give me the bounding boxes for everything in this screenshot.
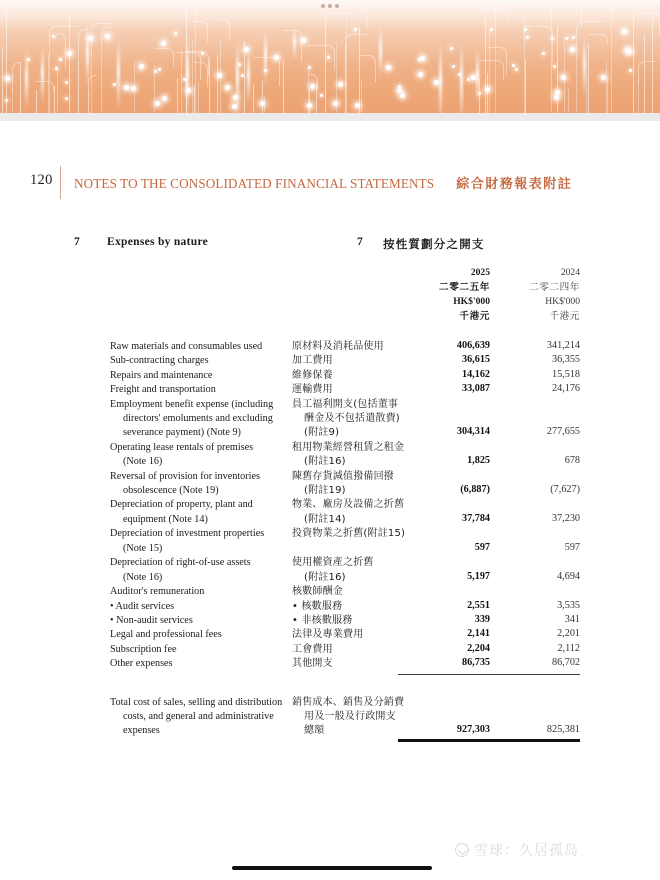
row-label-en-line: Legal and professional fees: [110, 629, 222, 641]
row-label-zh-line: 酬金及不包括遣散費): [304, 413, 400, 424]
row-label-en: [110, 398, 292, 441]
row-label-en-line: Operating lease rentals of premises: [110, 441, 254, 453]
row-label-zh-line: • 核數服務: [292, 600, 343, 612]
row-label-en-line: • Audit services: [110, 600, 175, 612]
row-label-zh-line: 加工費用: [292, 355, 333, 367]
row-label-en: [110, 556, 292, 585]
row-label-en-line: Employment benefit expense (including: [110, 398, 274, 410]
row-label-en: [110, 470, 292, 499]
row-value-2025: 14,162: [461, 368, 490, 380]
total-label-en-line: expenses: [123, 725, 160, 737]
row-value-2024: 2,201: [557, 628, 580, 640]
row-label-en: [110, 441, 292, 470]
row-label-en-line: Auditor's remuneration: [110, 586, 205, 598]
row-label-zh-line: (附註14): [304, 513, 346, 525]
row-label-en-line: Freight and transportation: [110, 384, 216, 396]
column-header-2024: [440, 266, 580, 324]
note-title-zh: 按性質劃分之開支: [383, 237, 485, 251]
row-label-en-line: Other expenses: [110, 658, 173, 670]
row-label-zh-line: 其他開支: [292, 658, 333, 670]
row-label-zh-line: 工會費用: [292, 643, 333, 655]
row-value-2025: 5,197: [467, 570, 490, 582]
row-label-zh-line: 維修保養: [292, 369, 333, 381]
row-label-en-line: Repairs and maintenance: [110, 369, 213, 381]
row-label-zh-line: 運輸費用: [292, 384, 333, 396]
more-options-icon[interactable]: [321, 4, 339, 8]
row-value-2025: 86,735: [461, 657, 490, 669]
row-value-2025: 339: [474, 614, 490, 625]
row-value-2024: 86,702: [551, 657, 580, 669]
xueqiu-logo-icon: [455, 843, 469, 857]
row-label-en-line: (Note 16): [123, 456, 163, 468]
row-label-en-line: Subscription fee: [110, 643, 177, 655]
row-label-zh-line: 核數師酬金: [292, 586, 343, 598]
row-label-en: [110, 657, 292, 671]
row-label-en: [110, 369, 292, 383]
row-label-zh-line: 使用權資產之折舊: [292, 557, 374, 569]
note-number-zh: 7: [357, 236, 363, 248]
row-value-2025: 2,141: [467, 628, 490, 640]
row-label-zh-line: 投資物業之折舊(附註15): [292, 528, 406, 540]
page-number: 120: [30, 172, 53, 188]
row-value-2025: 2,551: [467, 599, 490, 611]
total-label-zh-line: 用及一般及行政開支: [304, 711, 396, 722]
row-value-2025: 1,825: [467, 455, 490, 467]
row-label-zh-line: (附註16): [304, 456, 346, 468]
row-value-2025: 36,615: [461, 354, 490, 366]
row-label-en-line: Raw materials and consumables used: [110, 341, 263, 352]
row-label-en-line: Depreciation of right-of-use assets: [110, 557, 251, 569]
row-value-2025: 406,639: [456, 340, 490, 351]
row-value-2024: 36,355: [551, 354, 580, 366]
row-label-zh-line: (附註9): [304, 427, 340, 439]
total-label-en: [110, 696, 305, 739]
total-rule-2024: [490, 739, 580, 741]
row-label-en: [110, 383, 292, 397]
total-label-en-line: costs, and general and administrative: [123, 711, 274, 722]
column-header-2025-year: 2025: [470, 267, 490, 278]
row-label-en: [110, 527, 292, 556]
row-label-en-line: Depreciation of property, plant and: [110, 499, 253, 511]
row-label-zh: [292, 585, 412, 599]
row-label-en: [110, 628, 292, 642]
subtotal-rule-2025: [398, 674, 490, 675]
row-value-2025: 33,087: [461, 383, 490, 395]
column-header-2024-unit: HK$'000: [545, 296, 580, 308]
note-title-en: Expenses by nature: [107, 236, 209, 248]
document-header-title-zh: 綜合財務報表附註: [456, 177, 573, 192]
note-number-en: 7: [74, 236, 80, 248]
decorative-header-banner: [0, 0, 660, 113]
row-value-2024: 37,230: [551, 512, 580, 524]
row-value-2025: 2,204: [467, 642, 490, 654]
row-label-en-line: (Note 16): [123, 571, 163, 583]
row-value-2025: 37,784: [461, 512, 490, 524]
total-value-2025: 927,303: [456, 724, 490, 736]
row-label-en: [110, 498, 292, 527]
column-header-2025-unit-zh: 千港元: [459, 310, 490, 322]
row-value-2024: 341,214: [546, 340, 580, 351]
watermark: [455, 840, 579, 860]
row-value-2025: 304,314: [456, 426, 490, 438]
row-label-zh-line: (附註16): [304, 571, 346, 583]
row-value-2024: 678: [564, 455, 580, 467]
row-value-2025: 597: [474, 541, 490, 553]
home-indicator-bar: [232, 866, 432, 870]
row-label-zh-line: 陳舊存貨減值撥備回撥: [292, 470, 394, 482]
row-label-en-line: obsolescence (Note 19): [123, 485, 219, 496]
row-label-en-line: (Note 15): [123, 542, 163, 554]
total-label-zh-line: 總額: [304, 725, 325, 737]
row-value-2024: 597: [564, 541, 580, 553]
column-header-2024-year: 2024: [560, 267, 580, 278]
row-label-zh-line: (附註19): [304, 485, 346, 496]
row-value-2024: (7,627): [550, 484, 580, 495]
row-label-en-line: equipment (Note 14): [123, 513, 208, 525]
row-label-zh: [292, 527, 412, 541]
row-label-en: [110, 340, 292, 354]
row-label-en-line: • Non-audit services: [110, 615, 193, 626]
row-label-zh-line: 租用物業經營租賃之租金: [292, 441, 405, 453]
column-header-2025-unit: HK$'000: [453, 296, 490, 308]
total-label-en-line: Total cost of sales, selling and distribution: [110, 696, 283, 708]
row-value-2024: 24,176: [551, 383, 580, 395]
document-header-title: [74, 173, 572, 192]
row-label-zh-line: • 非核數服務: [292, 615, 353, 626]
row-value-2025: (6,887): [460, 484, 490, 495]
row-label-zh-line: 法律及專業費用: [292, 629, 364, 641]
row-label-zh-line: 原材料及消耗品使用: [292, 341, 384, 352]
subtotal-rule-2024: [490, 674, 580, 675]
header-vertical-rule: [60, 166, 61, 199]
row-value-2024: 2,112: [557, 642, 580, 654]
row-label-en: [110, 614, 292, 628]
total-label-zh-line: 銷售成本、銷售及分銷費: [292, 696, 405, 708]
row-label-en: [110, 354, 292, 368]
row-label-zh-line: 員工福利開支(包括董事: [292, 398, 399, 410]
row-value-2024: 4,694: [557, 570, 580, 582]
document-header-title-en: NOTES TO THE CONSOLIDATED FINANCIAL STATEMENTS: [74, 176, 435, 191]
row-label-en-line: Reversal of provision for inventories: [110, 470, 260, 482]
banner-page-divider: [0, 113, 660, 121]
row-value-2024: 3,535: [557, 599, 580, 611]
column-header-2025-year-zh: 二零二五年: [439, 281, 490, 293]
watermark-text: 雪球：久居孤岛: [474, 843, 579, 859]
row-label-en-line: Sub-contracting charges: [110, 355, 209, 367]
row-label-en: [110, 643, 292, 657]
column-header-2024-year-zh: 二零二四年: [529, 281, 580, 293]
row-value-2024: 15,518: [551, 368, 580, 380]
row-label-en-line: severance payment) (Note 9): [123, 427, 241, 439]
row-label-en-line: Depreciation of investment properties: [110, 528, 265, 540]
row-label-zh-line: 物業、廠房及設備之折舊: [292, 499, 405, 511]
column-header-2024-unit-zh: 千港元: [549, 310, 580, 322]
row-value-2024: 277,655: [546, 426, 580, 438]
total-rule-2025: [398, 739, 490, 741]
row-label-en: [110, 600, 292, 614]
row-value-2024: 341: [564, 614, 580, 625]
total-value-2024: 825,381: [546, 724, 580, 736]
row-label-en: [110, 585, 292, 599]
row-label-en-line: directors' emoluments and excluding: [123, 413, 273, 424]
